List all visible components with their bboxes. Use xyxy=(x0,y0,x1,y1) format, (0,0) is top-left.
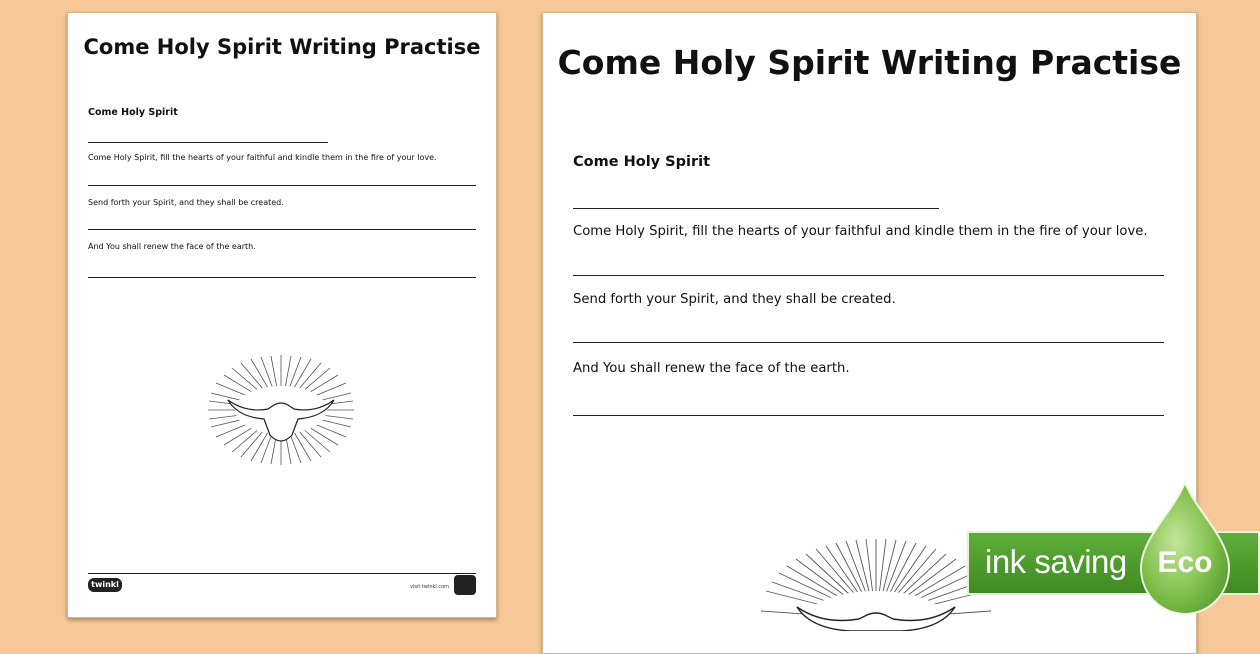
writing-line xyxy=(573,208,939,209)
worksheet-title: Come Holy Spirit Writing Practise xyxy=(83,35,481,59)
dove-icon xyxy=(206,355,356,465)
footer-url: visit twinkl.com xyxy=(410,584,450,590)
writing-line xyxy=(573,342,1164,343)
worksheet-title: Come Holy Spirit Writing Practise xyxy=(557,43,1182,82)
writing-line xyxy=(88,185,476,186)
worksheet-heading: Come Holy Spirit xyxy=(88,107,178,118)
prayer-line-1: Come Holy Spirit, fill the hearts of your faithful and kindle them in the fire of your love. xyxy=(573,224,1148,239)
writing-line xyxy=(573,415,1164,416)
worksheet-preview-small xyxy=(67,12,497,618)
eco-tag: Eco xyxy=(1157,546,1213,579)
prayer-line-1: Come Holy Spirit, fill the hearts of your faithful and kindle them in the fire of your love. xyxy=(88,153,437,162)
worksheet-heading: Come Holy Spirit xyxy=(573,154,711,170)
prayer-line-2: Send forth your Spirit, and they shall be created. xyxy=(573,292,896,307)
dove-icon xyxy=(761,539,991,631)
writing-line xyxy=(88,277,476,278)
eco-drop-icon xyxy=(1137,480,1233,616)
prayer-line-2: Send forth your Spirit, and they shall be created. xyxy=(88,198,284,207)
writing-line xyxy=(88,142,328,143)
prayer-line-3: And You shall renew the face of the earth. xyxy=(573,361,850,376)
footer-rule xyxy=(88,573,476,574)
twinkl-badge-icon xyxy=(454,575,476,595)
writing-line xyxy=(88,229,476,230)
writing-line xyxy=(573,275,1164,276)
ink-saving-label: ink saving xyxy=(985,543,1127,580)
prayer-line-3: And You shall renew the face of the earth. xyxy=(88,242,256,251)
twinkl-logo: twinkl xyxy=(88,578,122,592)
